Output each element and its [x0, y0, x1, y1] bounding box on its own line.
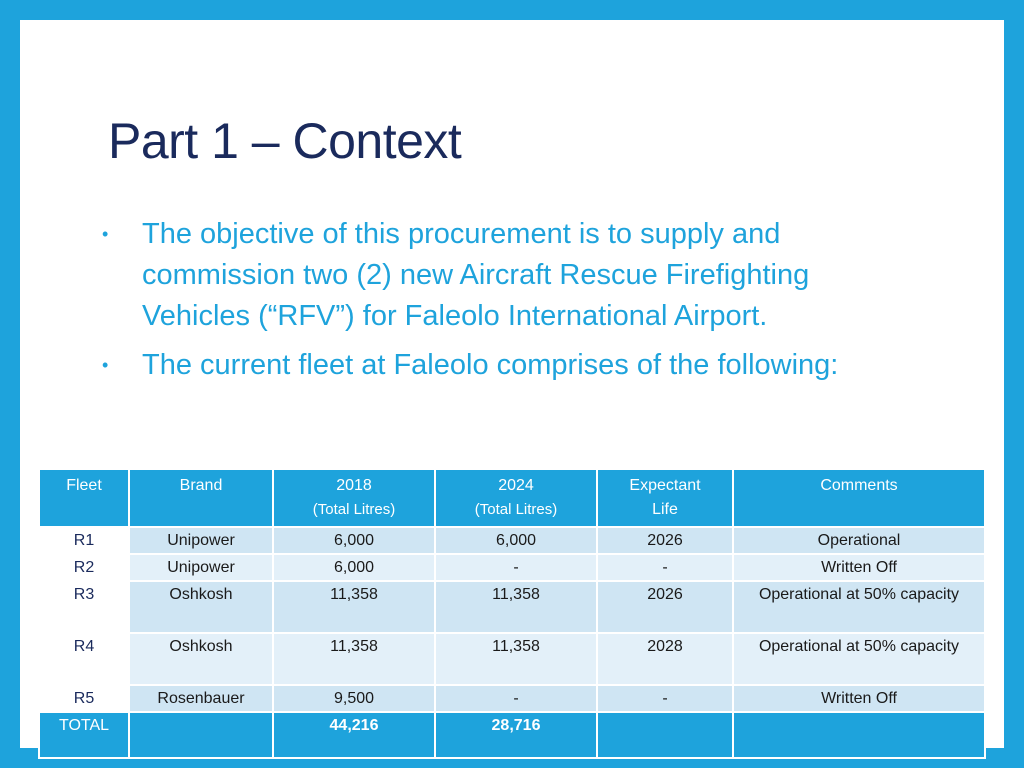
bullet-list: [98, 214, 858, 394]
bullet-item: [98, 214, 858, 337]
cell-fleet: R3: [40, 582, 128, 632]
header-life: [598, 470, 732, 526]
cell-comments: Operational at 50% capacity: [734, 582, 984, 632]
cell-total-2024: 28,716: [436, 713, 596, 757]
header-2018-year: 2018: [336, 477, 372, 494]
cell-comments: Operational at 50% capacity: [734, 634, 984, 684]
bullet-dot-icon: •: [102, 355, 109, 375]
header-comments: Comments: [734, 470, 984, 526]
cell-2018: 6,000: [274, 555, 434, 580]
cell-2018: 11,358: [274, 634, 434, 684]
slide: [20, 20, 1004, 748]
cell-brand: Unipower: [130, 528, 272, 553]
header-2018: [274, 470, 434, 526]
cell-total-2018: 44,216: [274, 713, 434, 757]
cell-2024: -: [436, 686, 596, 711]
bullet-dot-icon: •: [102, 224, 109, 244]
header-life-line1: Expectant: [629, 477, 701, 494]
bullet-text: The objective of this procurement is to supply and commission two (2) new Aircraft Rescue Firefighting Vehicles (“RFV”) for Faleolo International Airport.: [142, 218, 810, 332]
table-row: [40, 634, 984, 684]
cell-brand: Unipower: [130, 555, 272, 580]
cell-2018: 9,500: [274, 686, 434, 711]
cell-2024: 6,000: [436, 528, 596, 553]
slide-title: Part 1 – Context: [108, 113, 462, 169]
cell-life: 2026: [598, 582, 732, 632]
cell-total-comments: [734, 713, 984, 757]
bullet-text: The current fleet at Faleolo comprises of the following:: [142, 349, 839, 381]
table-row: [40, 555, 984, 580]
table-row: [40, 528, 984, 553]
header-2024-sub: (Total Litres): [474, 501, 558, 518]
table-row: [40, 686, 984, 711]
cell-brand: Oshkosh: [130, 634, 272, 684]
header-fleet: Fleet: [40, 470, 128, 526]
cell-fleet: R2: [40, 555, 128, 580]
cell-brand: Oshkosh: [130, 582, 272, 632]
header-brand: Brand: [130, 470, 272, 526]
cell-fleet: R1: [40, 528, 128, 553]
header-life-line2: Life: [652, 501, 678, 518]
fleet-table: [38, 468, 986, 759]
cell-fleet: R5: [40, 686, 128, 711]
header-2024: [436, 470, 596, 526]
header-2018-sub: (Total Litres): [312, 501, 396, 518]
cell-2024: 11,358: [436, 582, 596, 632]
cell-comments: Operational: [734, 528, 984, 553]
cell-brand: Rosenbauer: [130, 686, 272, 711]
cell-fleet: R4: [40, 634, 128, 684]
table-row: [40, 582, 984, 632]
table-header-row: [40, 470, 984, 526]
cell-life: 2026: [598, 528, 732, 553]
cell-2018: 11,358: [274, 582, 434, 632]
cell-total-brand: [130, 713, 272, 757]
table-total-row: [40, 713, 984, 757]
cell-comments: Written Off: [734, 686, 984, 711]
cell-life: -: [598, 555, 732, 580]
cell-2024: -: [436, 555, 596, 580]
cell-comments: Written Off: [734, 555, 984, 580]
cell-total-life: [598, 713, 732, 757]
cell-life: 2028: [598, 634, 732, 684]
cell-total-label: TOTAL: [40, 713, 128, 757]
cell-2024: 11,358: [436, 634, 596, 684]
bullet-item: [98, 345, 858, 386]
cell-life: -: [598, 686, 732, 711]
header-2024-year: 2024: [498, 477, 534, 494]
cell-2018: 6,000: [274, 528, 434, 553]
